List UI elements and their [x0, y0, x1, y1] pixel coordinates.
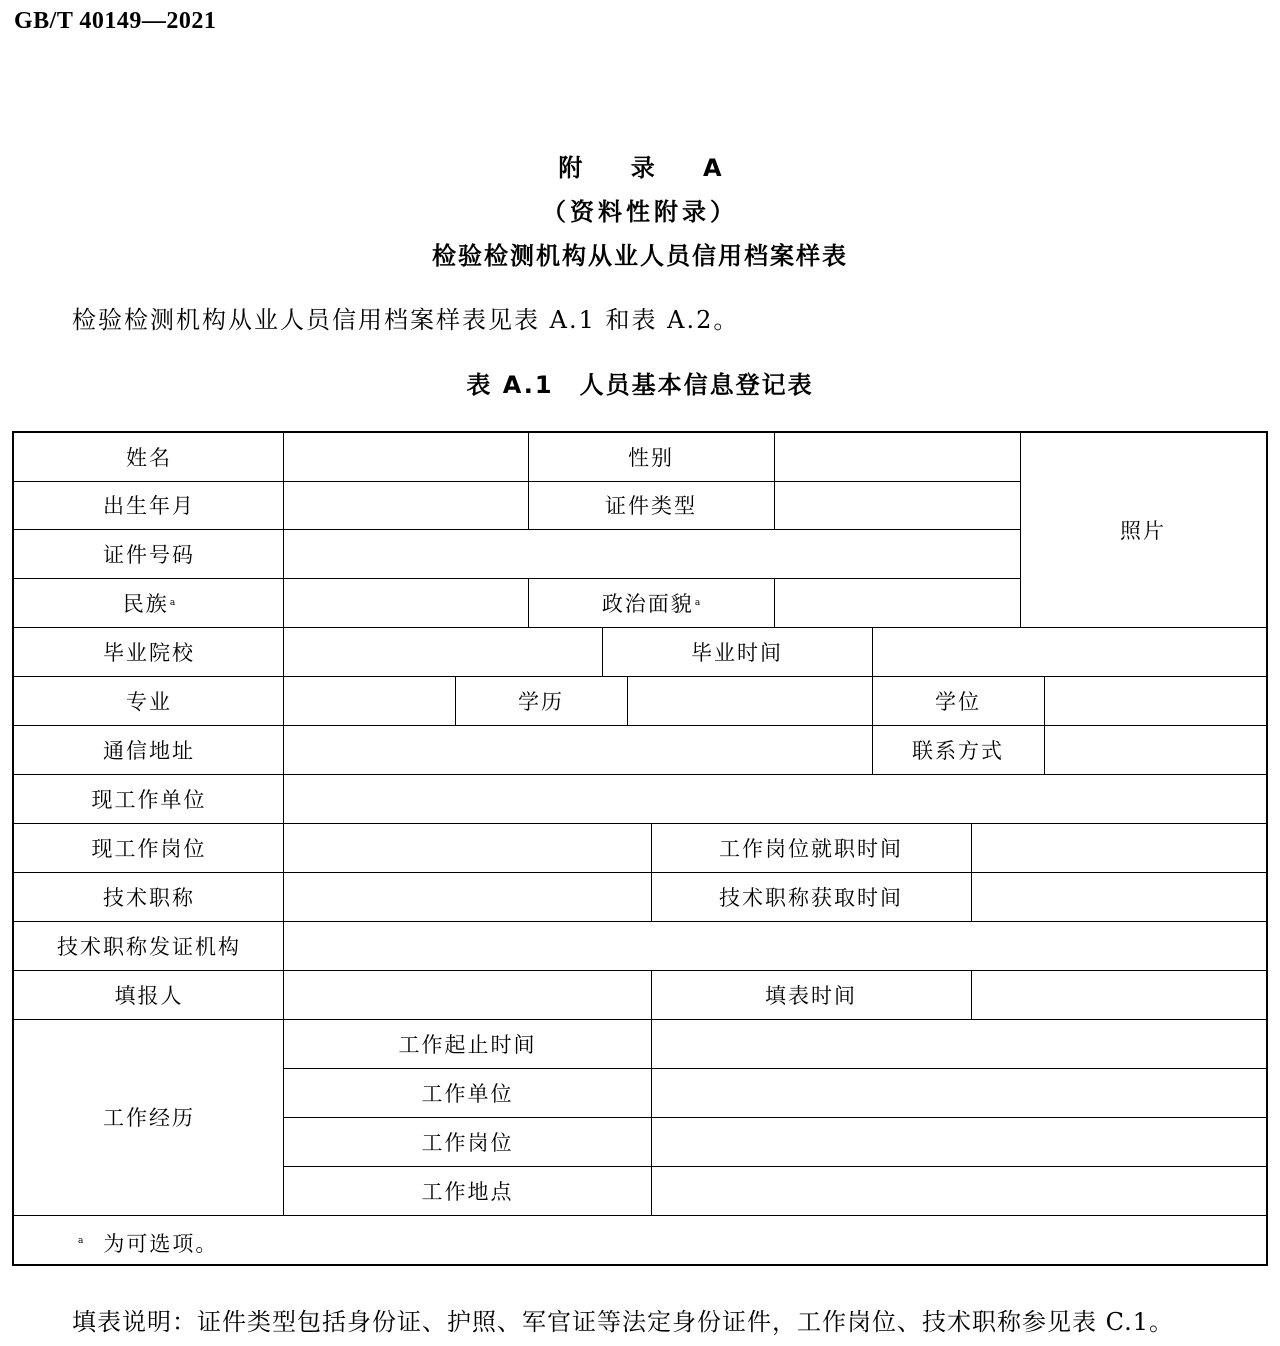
- contact-value-cell[interactable]: [1044, 725, 1266, 774]
- label-work-location: 工作地点: [421, 1179, 514, 1204]
- standard-number: GB/T 40149—2021: [14, 8, 217, 34]
- label-fill-time: 填表时间: [765, 983, 857, 1008]
- current-post-value-cell[interactable]: [284, 823, 651, 872]
- label-political-status: 政治面貌 a: [601, 591, 701, 616]
- post-start-time-value-cell[interactable]: [971, 823, 1266, 872]
- label-filler: 填报人: [114, 983, 184, 1008]
- footnote-mark: a: [78, 1236, 86, 1246]
- table-footnote: [78, 1228, 218, 1258]
- work-unit-value-cell[interactable]: [651, 1068, 1266, 1117]
- label-current-employer: 现工作单位: [91, 787, 207, 812]
- tech-title-value-cell[interactable]: [284, 872, 651, 921]
- label-school: 毕业院校: [103, 640, 195, 665]
- label-post-start-time: 工作岗位就职时间: [719, 836, 903, 861]
- annex-subtitle: （资料性附录）: [542, 198, 738, 226]
- label-id-number: 证件号码: [103, 542, 195, 567]
- label-tech-title: 技术职称: [103, 885, 195, 910]
- label-graduation-time: 毕业时间: [691, 640, 783, 665]
- tech-title-issuer-value-cell[interactable]: [284, 921, 1266, 970]
- table-title: 表 A.1 人员基本信息登记表: [466, 371, 814, 399]
- work-period-value-cell[interactable]: [651, 1019, 1266, 1068]
- name-value-cell[interactable]: [284, 433, 528, 481]
- footnote-mark: a: [169, 597, 176, 608]
- label-work-unit: 工作单位: [421, 1081, 514, 1106]
- label-ethnicity: 民族 a: [122, 591, 176, 616]
- label-contact: 联系方式: [912, 738, 1004, 763]
- personnel-registration-form: [12, 431, 1268, 1266]
- annex-title: 附 录 A: [558, 154, 742, 182]
- fill-time-value-cell[interactable]: [971, 970, 1266, 1019]
- label-work-period: 工作起止时间: [398, 1032, 537, 1057]
- label-work-history: 工作经历: [103, 1106, 195, 1130]
- education-value-cell[interactable]: [627, 676, 872, 725]
- id-number-value-cell[interactable]: [284, 529, 1020, 578]
- tech-title-time-value-cell[interactable]: [971, 872, 1266, 921]
- label-address: 通信地址: [103, 738, 195, 763]
- footnote-mark: a: [694, 597, 701, 608]
- filler-value-cell[interactable]: [284, 970, 651, 1019]
- work-post-value-cell[interactable]: [651, 1117, 1266, 1166]
- label-id-type: 证件类型: [605, 494, 697, 518]
- label-education: 学历: [518, 689, 564, 714]
- degree-value-cell[interactable]: [1044, 676, 1266, 725]
- label-degree: 学位: [935, 689, 981, 714]
- current-employer-value-cell[interactable]: [284, 774, 1266, 823]
- intro-paragraph: 检验检测机构从业人员信用档案样表见表 A.1 和表 A.2。: [72, 306, 740, 334]
- id-type-value-cell[interactable]: [774, 481, 1020, 529]
- ethnicity-value-cell[interactable]: [284, 578, 528, 627]
- gender-value-cell[interactable]: [774, 433, 1020, 481]
- annex-heading: 检验检测机构从业人员信用档案样表: [432, 242, 848, 270]
- label-name: 姓名: [126, 446, 172, 470]
- fill-instructions: 填表说明：证件类型包括身份证、护照、军官证等法定身份证件，工作岗位、技术职称参见表 C.1。: [72, 1308, 1175, 1336]
- label-tech-title-time: 技术职称获取时间: [719, 885, 903, 910]
- birth-date-value-cell[interactable]: [284, 481, 528, 529]
- label-work-post: 工作岗位: [421, 1130, 514, 1155]
- school-value-cell[interactable]: [284, 627, 602, 676]
- political-status-value-cell[interactable]: [774, 578, 1020, 627]
- label-major: 专业: [126, 689, 172, 714]
- label-gender: 性别: [628, 446, 674, 470]
- work-location-value-cell[interactable]: [651, 1166, 1266, 1215]
- label-tech-title-issuer: 技术职称发证机构: [57, 934, 241, 959]
- address-value-cell[interactable]: [284, 725, 872, 774]
- label-birth-date: 出生年月: [103, 494, 195, 518]
- graduation-time-value-cell[interactable]: [872, 627, 1266, 676]
- major-value-cell[interactable]: [284, 676, 455, 725]
- footnote-text: 为可选项。: [103, 1232, 219, 1256]
- label-photo: 照片: [1120, 519, 1166, 543]
- label-current-post: 现工作岗位: [91, 836, 207, 861]
